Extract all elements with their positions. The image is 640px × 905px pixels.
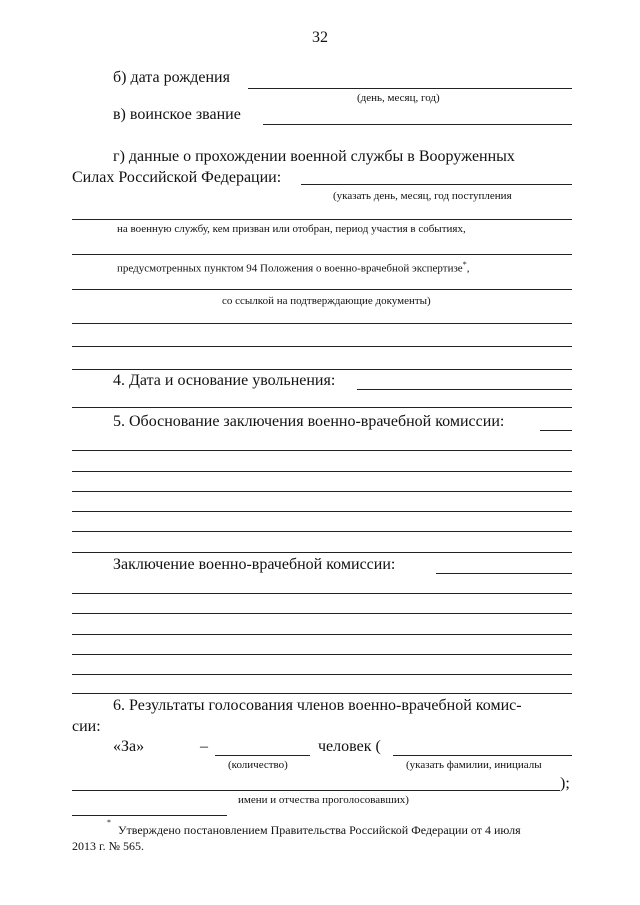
- service-data-field-line-6[interactable]: [72, 346, 572, 347]
- vote-names-field-line[interactable]: [393, 755, 572, 756]
- conclusion-field-line-3[interactable]: [72, 613, 572, 614]
- vote-names-field-line-2[interactable]: [72, 790, 560, 791]
- voting-results-line2: сии:: [72, 718, 101, 735]
- service-data-field-line-5[interactable]: [72, 323, 572, 324]
- vote-patronymic-hint: имени и отчества проголосовавших): [238, 794, 409, 806]
- conclusion-field-line-5[interactable]: [72, 654, 572, 655]
- page-number: 32: [312, 29, 328, 46]
- justification-field-line-3[interactable]: [72, 471, 572, 472]
- conclusion-field-line-7[interactable]: [72, 693, 572, 694]
- justification-field-line-2[interactable]: [72, 450, 572, 451]
- service-data-hint-3-text: предусмотренных пунктом 94 Положения о военно-врачебной экспертизе: [117, 262, 463, 275]
- birth-date-hint: (день, месяц, год): [357, 92, 440, 104]
- birth-date-field-line[interactable]: [248, 88, 572, 89]
- service-data-hint-2: на военную службу, кем призван или отобран, период участия в событиях,: [117, 223, 466, 235]
- service-data-hint-3: [117, 260, 469, 275]
- service-data-line1: г) данные о прохождении военной службы в Вооруженных: [113, 148, 515, 165]
- service-data-hint-1: (указать день, месяц, год поступления: [333, 190, 512, 202]
- service-data-hint-3-tail: ,: [466, 262, 470, 275]
- service-data-field-line-3[interactable]: [72, 254, 572, 255]
- conclusion-label: Заключение военно-врачебной комиссии:: [113, 556, 396, 573]
- vote-count-field-line[interactable]: [215, 755, 310, 756]
- vote-for-label: «За»: [113, 738, 145, 755]
- service-data-field-line-4[interactable]: [72, 289, 572, 290]
- discharge-field-line-2[interactable]: [72, 407, 572, 408]
- vote-names-hint: (указать фамилии, инициалы: [406, 759, 542, 771]
- service-data-field-line-2[interactable]: [72, 219, 572, 220]
- conclusion-field-line-6[interactable]: [72, 674, 572, 675]
- justification-field-line-5[interactable]: [72, 511, 572, 512]
- conclusion-field-line-4[interactable]: [72, 634, 572, 635]
- service-data-field-line-7[interactable]: [72, 369, 572, 370]
- discharge-label: 4. Дата и основание увольнения:: [113, 372, 336, 389]
- vote-close-paren: );: [560, 775, 570, 792]
- birth-date-label: б) дата рождения: [113, 69, 230, 86]
- vote-people-label: человек (: [318, 738, 381, 755]
- justification-field-line-6[interactable]: [72, 531, 572, 532]
- voting-results-line1: 6. Результаты голосования членов военно-врачебной комис-: [113, 697, 522, 714]
- military-rank-label: в) воинское звание: [113, 106, 241, 123]
- justification-label: 5. Обоснование заключения военно-врачебной комиссии:: [113, 413, 505, 430]
- footnote-mark: *: [107, 818, 111, 827]
- vote-dash: –: [200, 738, 208, 755]
- vote-count-hint: (количество): [228, 759, 288, 771]
- justification-field-line-4[interactable]: [72, 491, 572, 492]
- footnote-line2: 2013 г. № 565.: [72, 839, 145, 853]
- service-data-line2: Силах Российской Федерации:: [72, 169, 282, 186]
- footnote-marker: *: [462, 260, 467, 269]
- footnote-separator: [72, 815, 227, 816]
- justification-field-line-7[interactable]: [72, 552, 572, 553]
- service-data-hint-4: со ссылкой на подтверждающие документы): [222, 295, 431, 307]
- military-rank-field-line[interactable]: [263, 124, 572, 125]
- footnote-line1: Утверждено постановлением Правительства Российской Федерации от 4 июля: [118, 823, 521, 837]
- discharge-field-line[interactable]: [357, 389, 572, 390]
- conclusion-field-line-2[interactable]: [72, 593, 572, 594]
- justification-field-line[interactable]: [540, 430, 572, 431]
- conclusion-field-line[interactable]: [436, 573, 572, 574]
- service-data-field-line[interactable]: [301, 184, 572, 185]
